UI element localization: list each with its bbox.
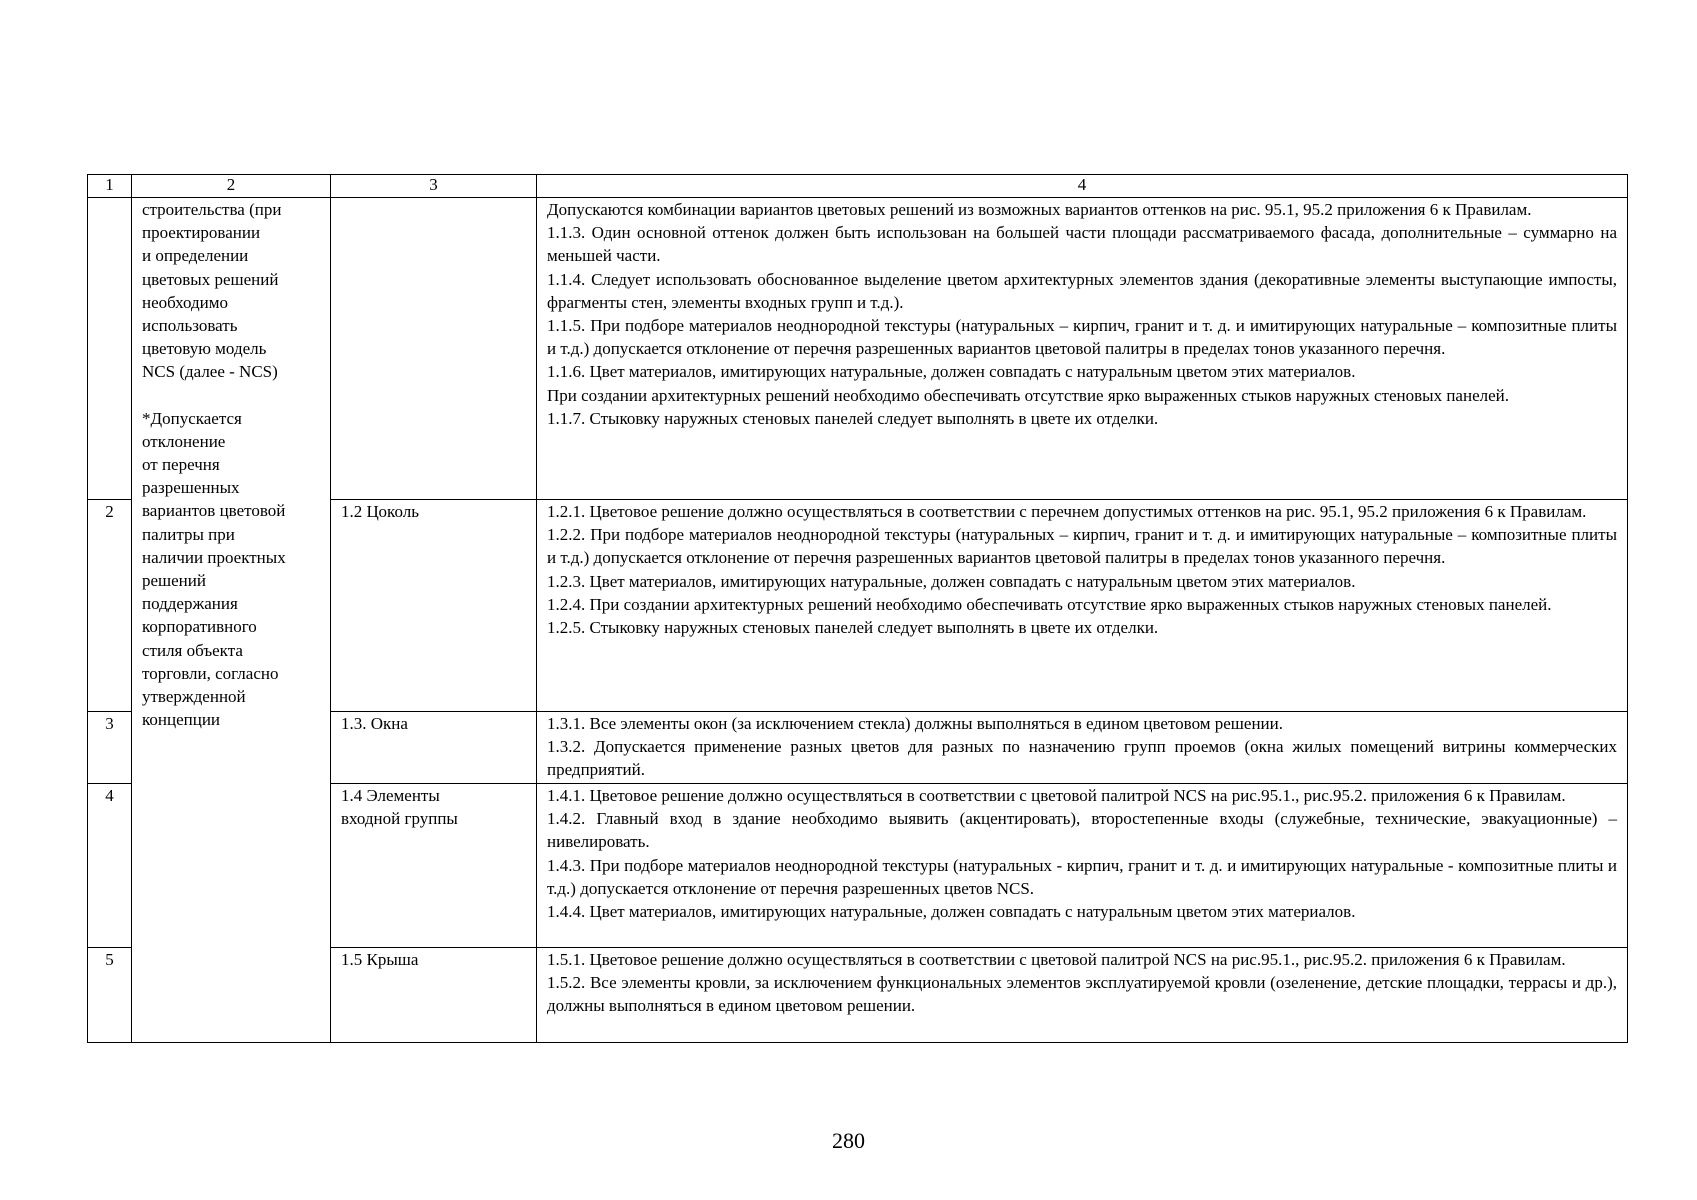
requirement: 1.5.1. Цветовое решение должно осуществляться в соответствии с цветовой палитрой NCS на рис.95.1., рис.95.2. приложения 6 к Правилам. bbox=[547, 950, 1566, 969]
requirement: 1.4.3. При подборе материалов неоднородной текстуры (натуральных - кирпич, гранит и т. д. и имитирующих натуральные - композитные плиты и т.д.) допускается отклонение от перечня разрешенных цветов NCS. bbox=[547, 855, 1617, 898]
element-label: 1.3. Окна bbox=[331, 712, 537, 784]
element-label bbox=[331, 198, 537, 500]
requirement: 1.1.5. При подборе материалов неоднородной текстуры (натуральных – кирпич, гранит и т. д. и имитирующих натуральные – композитные плиты и т.д.) допускается отклонение от перечня разрешенных вариантов цветовой палитры в пределах тонов указанного перечня. bbox=[547, 316, 1617, 359]
requirements-cell bbox=[537, 500, 1628, 712]
note-line: концепции bbox=[142, 710, 221, 730]
requirements-cell bbox=[537, 198, 1628, 500]
requirements-cell bbox=[537, 784, 1628, 948]
regulations-table bbox=[87, 174, 1628, 1043]
note-line: строительства (при bbox=[142, 200, 282, 219]
row-number: 4 bbox=[88, 784, 132, 948]
note-line: стиля объекта bbox=[142, 640, 243, 660]
requirements-cell bbox=[537, 948, 1628, 1043]
note-line: проектировании bbox=[142, 223, 261, 243]
note-line: и определении bbox=[142, 246, 249, 266]
row-number: 5 bbox=[88, 948, 132, 1043]
note-line: торговли, согласно bbox=[142, 663, 279, 683]
note-line: поддержания bbox=[142, 594, 238, 614]
requirement: 1.3.2. Допускается применение разных цветов для разных по назначению групп проемов (окна жилых помещений витрины коммерческих предприятий. bbox=[547, 737, 1617, 780]
element-label-line: 1.4 Элементы bbox=[341, 786, 440, 805]
note-line: наличии проектных bbox=[142, 547, 286, 567]
element-label: 1.5 Крыша bbox=[331, 948, 537, 1043]
element-label-line: входной группы bbox=[341, 809, 458, 829]
requirement: 1.2.5. Стыковку наружных стеновых панелей следует выполнять в цвете их отделки. bbox=[547, 618, 1159, 638]
note-line: использовать bbox=[142, 316, 238, 336]
header-col-4: 4 bbox=[537, 175, 1628, 198]
row-number bbox=[88, 198, 132, 500]
header-col-1: 1 bbox=[88, 175, 132, 198]
requirement: 1.1.3. Один основной оттенок должен быть использован на большей части площади рассматриваемого фасада, дополнительные – суммарно на меньшей части. bbox=[547, 223, 1617, 266]
requirement: 1.2.1. Цветовое решение должно осуществляться в соответствии с перечнем допустимых оттенков на рис. 95.1, 95.2 приложения 6 к Правилам. bbox=[547, 502, 1587, 521]
note-line: корпоративного bbox=[142, 617, 257, 637]
requirement: 1.4.1. Цветовое решение должно осуществляться в соответствии с цветовой палитрой NCS на рис.95.1., рис.95.2. приложения 6 к Правилам. bbox=[547, 786, 1566, 805]
note-line: от перечня bbox=[142, 455, 220, 475]
color-model-note bbox=[132, 198, 331, 1043]
requirement: При создании архитектурных решений необходимо обеспечивать отсутствие ярко выраженных стыков наружных стеновых панелей. bbox=[547, 385, 1509, 405]
table-row bbox=[88, 198, 1628, 500]
note-line: палитры при bbox=[142, 524, 235, 544]
requirement: 1.2.3. Цвет материалов, имитирующих натуральные, должен совпадать с натуральным цветом этих материалов. bbox=[547, 571, 1356, 591]
requirement: 1.2.4. При создании архитектурных решений необходимо обеспечивать отсутствие ярко выраженных стыков наружных стеновых панелей. bbox=[547, 594, 1552, 614]
requirement: 1.1.6. Цвет материалов, имитирующих натуральные, должен совпадать с натуральным цветом этих материалов. bbox=[547, 362, 1356, 382]
note-line: необходимо bbox=[142, 292, 229, 312]
page-number: 280 bbox=[832, 1128, 865, 1153]
element-label: 1.2 Цоколь bbox=[331, 500, 537, 712]
requirement: 1.4.4. Цвет материалов, имитирующих натуральные, должен совпадать с натуральным цветом этих материалов. bbox=[547, 902, 1356, 922]
row-number: 3 bbox=[88, 712, 132, 784]
requirement: 1.3.1. Все элементы окон (за исключением стекла) должны выполняться в едином цветовом решении. bbox=[547, 714, 1283, 733]
note-line: цветовых решений bbox=[142, 269, 279, 289]
header-col-2: 2 bbox=[132, 175, 331, 198]
requirement: 1.5.2. Все элементы кровли, за исключением функциональных элементов эксплуатируемой кровли (озеленение, детские площадки, террасы и др.), должны выполняться в едином цветовом решении. bbox=[547, 973, 1617, 1016]
header-col-3: 3 bbox=[331, 175, 537, 198]
requirement: Допускаются комбинации вариантов цветовых решений из возможных вариантов оттенков на рис. 95.1, 95.2 приложения 6 к Правилам. bbox=[547, 200, 1532, 219]
note-line: *Допускается bbox=[142, 408, 242, 428]
row-number: 2 bbox=[88, 500, 132, 712]
note-line: отклонение bbox=[142, 431, 226, 451]
requirement: 1.2.2. При подборе материалов неоднородной текстуры (натуральных – кирпич, гранит и т. д. и имитирующих натуральные – композитные плиты и т.д.) допускается отклонение от перечня разрешенных вариантов цветовой палитры в пределах тонов указанного перечня. bbox=[547, 525, 1617, 568]
note-line: цветовую модель bbox=[142, 339, 267, 359]
note-line: NCS (далее - NCS) bbox=[142, 362, 278, 382]
requirement: 1.4.2. Главный вход в здание необходимо выявить (акцентировать), второстепенные входы (служебные, технические, эвакуационные) – нивелировать. bbox=[547, 809, 1617, 852]
requirement: 1.1.4. Следует использовать обоснованное выделение цветом архитектурных элементов здания (декоративные элементы выступающие импосты, фрагменты стен, элементы входных групп и т.д.). bbox=[547, 269, 1617, 312]
element-label bbox=[331, 784, 537, 948]
note-line: решений bbox=[142, 571, 206, 591]
note-line: разрешенных bbox=[142, 478, 240, 498]
note-line: вариантов цветовой bbox=[142, 501, 286, 521]
header-row bbox=[88, 175, 1628, 198]
requirement: 1.1.7. Стыковку наружных стеновых панелей следует выполнять в цвете их отделки. bbox=[547, 408, 1159, 428]
requirements-cell bbox=[537, 712, 1628, 784]
note-line: утвержденной bbox=[142, 687, 246, 707]
